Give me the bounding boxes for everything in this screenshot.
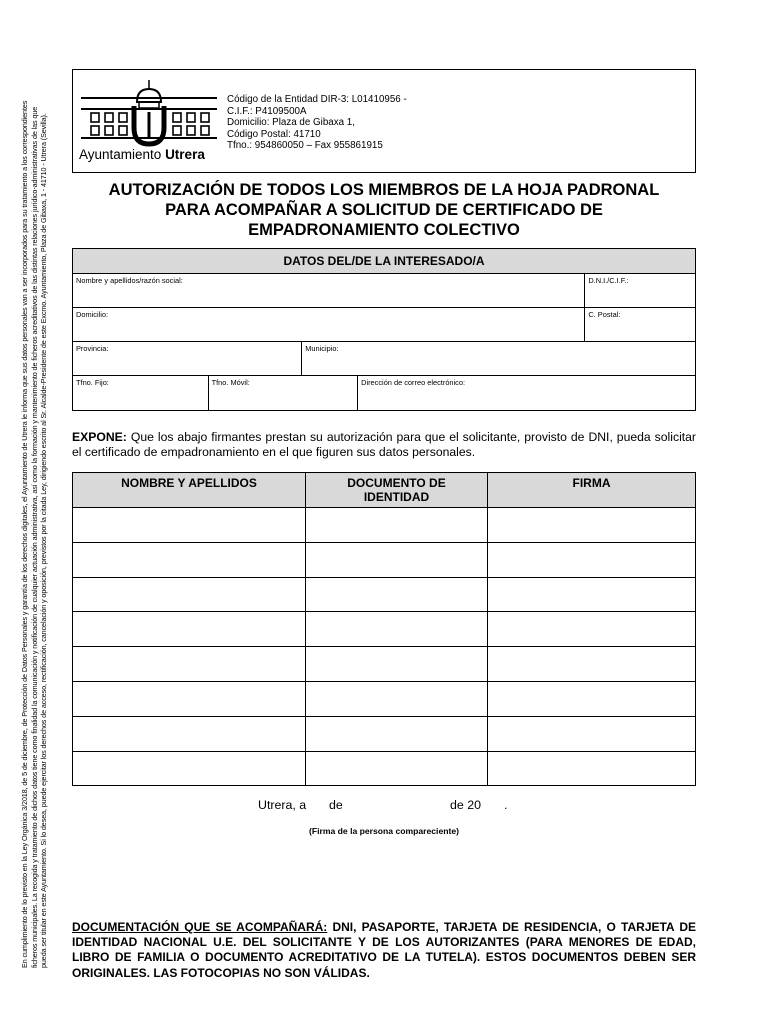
members-table bbox=[72, 472, 696, 786]
member-document-cell[interactable] bbox=[306, 751, 488, 786]
member-document-cell[interactable] bbox=[306, 647, 488, 682]
header-name: NOMBRE Y APELLIDOS bbox=[73, 473, 306, 508]
applicant-row-contact bbox=[73, 376, 695, 411]
member-document-cell[interactable] bbox=[306, 612, 488, 647]
member-name-cell[interactable] bbox=[73, 508, 306, 543]
landline-field[interactable]: Tfno. Fijo: bbox=[73, 376, 209, 410]
email-field[interactable]: Dirección de correo electrónico: bbox=[361, 378, 466, 387]
member-signature-cell[interactable] bbox=[488, 612, 696, 647]
entity-code: Código de la Entidad DIR-3: L01410956 - bbox=[227, 94, 407, 105]
member-signature-cell[interactable] bbox=[488, 542, 696, 577]
table-row bbox=[73, 716, 696, 751]
table-row bbox=[73, 577, 696, 612]
member-signature-cell[interactable] bbox=[488, 577, 696, 612]
member-name-cell[interactable] bbox=[73, 751, 306, 786]
page-title: AUTORIZACIÓN DE TODOS LOS MIEMBROS DE LA HOJA PADRONAL PARA ACOMPAÑAR A SOLICITUD DE CERTIFICADO DE EMPADRONAMIENTO COLECTIVO bbox=[108, 181, 660, 239]
entity-cif: C.I.F.: P4109500A bbox=[227, 105, 307, 117]
member-document-cell[interactable] bbox=[306, 577, 488, 612]
member-document-cell[interactable] bbox=[306, 681, 488, 716]
entity-header bbox=[72, 69, 696, 173]
table-row bbox=[73, 681, 696, 716]
member-name-cell[interactable] bbox=[73, 542, 306, 577]
applicant-row-location bbox=[73, 342, 695, 376]
postal-code-field[interactable]: C. Postal: bbox=[588, 310, 621, 319]
header-document: DOCUMENTO DE IDENTIDAD bbox=[306, 473, 488, 508]
member-signature-cell[interactable] bbox=[488, 716, 696, 751]
mobile-field[interactable]: Tfno. Móvil: bbox=[209, 376, 359, 410]
date-end-dot: . bbox=[504, 798, 508, 812]
date-de-day: de bbox=[329, 798, 343, 812]
member-name-cell[interactable] bbox=[73, 577, 306, 612]
table-row bbox=[73, 647, 696, 682]
address-field[interactable]: Domicilio: bbox=[73, 308, 585, 341]
table-row bbox=[73, 751, 696, 786]
data-protection-notice: En cumplimiento de lo previsto en la Ley Orgánica 3/2018, de 5 de diciembre, de Protección de Datos Personales y garantía de los derechos digitales, el Ayuntamiento de Utrera le informa que sus datos personales van a ser incorporados para su tratamiento a los correspondientes ficheros municipales. La recogida y tratamiento de dichos datos tiene como finalidad la comunicación y notificación de cualquier actuación administrativa, así como la formación y mantenimiento de ficheros acreditativos de las distintas relaciones jurídico-administrativas de las que pueda ser titular en este Ayuntamiento. Si lo desea, puede ejercitar los derechos de acceso, rectificación, cancelación y oposición, previstos por la citada Ley, dirigiendo escrito al Sr. Alcalde-Presidente de este Excmo. Ayuntamiento, Plaza de Gibaxa, 1 - 41710 - Utrera (Sevilla). bbox=[20, 100, 49, 968]
applicant-row-address bbox=[73, 308, 695, 342]
place-city: Utrera, a bbox=[258, 798, 307, 812]
member-name-cell[interactable] bbox=[73, 681, 306, 716]
applicant-data-table bbox=[72, 248, 696, 411]
entity-phone-fax: Tfno.: 954860050 – Fax 955861915 bbox=[227, 140, 383, 152]
date-de-year: de 20 bbox=[450, 798, 482, 812]
member-name-cell[interactable] bbox=[73, 716, 306, 751]
member-name-cell[interactable] bbox=[73, 612, 306, 647]
member-signature-cell[interactable] bbox=[488, 508, 696, 543]
member-document-cell[interactable] bbox=[306, 716, 488, 751]
member-document-cell[interactable] bbox=[306, 542, 488, 577]
header-signature: FIRMA bbox=[488, 473, 696, 508]
required-documents-notice: DOCUMENTACIÓN QUE SE ACOMPAÑARÁ: DNI, PASAPORTE, TARJETA DE RESIDENCIA, O TARJETA DE IDENTIDAD NACIONAL U.E. DEL SOLICITANTE Y DE LOS AUTORIZANTES (PARA MENORES DE EDAD, LIBRO DE FAMILIA O DOCUMENTO ACREDITATIVO DE LA TUTELA). ESTOS DOCUMENTOS DEBEN SER ORIGINALES. LAS FOTOCOPIAS NO SON VÁLIDAS. bbox=[72, 920, 696, 980]
member-signature-cell[interactable] bbox=[488, 681, 696, 716]
entity-info bbox=[227, 94, 407, 152]
member-signature-cell[interactable] bbox=[488, 751, 696, 786]
dni-field[interactable]: D.N.I./C.I.F.: bbox=[588, 276, 629, 285]
member-document-cell[interactable] bbox=[306, 508, 488, 543]
table-row bbox=[73, 542, 696, 577]
expone-paragraph: EXPONE: Que los abajo firmantes prestan su autorización para que el solicitante, provisto de DNI, pueda solicitar el certificado de empadronamiento en el que figuren sus datos personales. bbox=[72, 430, 696, 459]
signature-note: (Firma de la persona compareciente) bbox=[309, 826, 459, 836]
members-header-row bbox=[73, 473, 696, 508]
applicant-row-name bbox=[73, 274, 695, 308]
logo-wordmark: Ayuntamiento Utrera bbox=[79, 147, 205, 162]
entity-postal-code: Código Postal: 41710 bbox=[227, 128, 321, 140]
province-field[interactable]: Provincia: bbox=[73, 342, 302, 375]
applicant-data-heading: DATOS DEL/DE LA INTERESADO/A bbox=[73, 249, 695, 274]
member-name-cell[interactable] bbox=[73, 647, 306, 682]
table-row bbox=[73, 612, 696, 647]
name-field[interactable]: Nombre y apellidos/razón social: bbox=[73, 274, 585, 307]
entity-address: Domicilio: Plaza de Gibaxa 1, bbox=[227, 117, 355, 129]
municipality-field[interactable]: Municipio: bbox=[305, 344, 339, 353]
member-signature-cell[interactable] bbox=[488, 647, 696, 682]
table-row bbox=[73, 508, 696, 543]
